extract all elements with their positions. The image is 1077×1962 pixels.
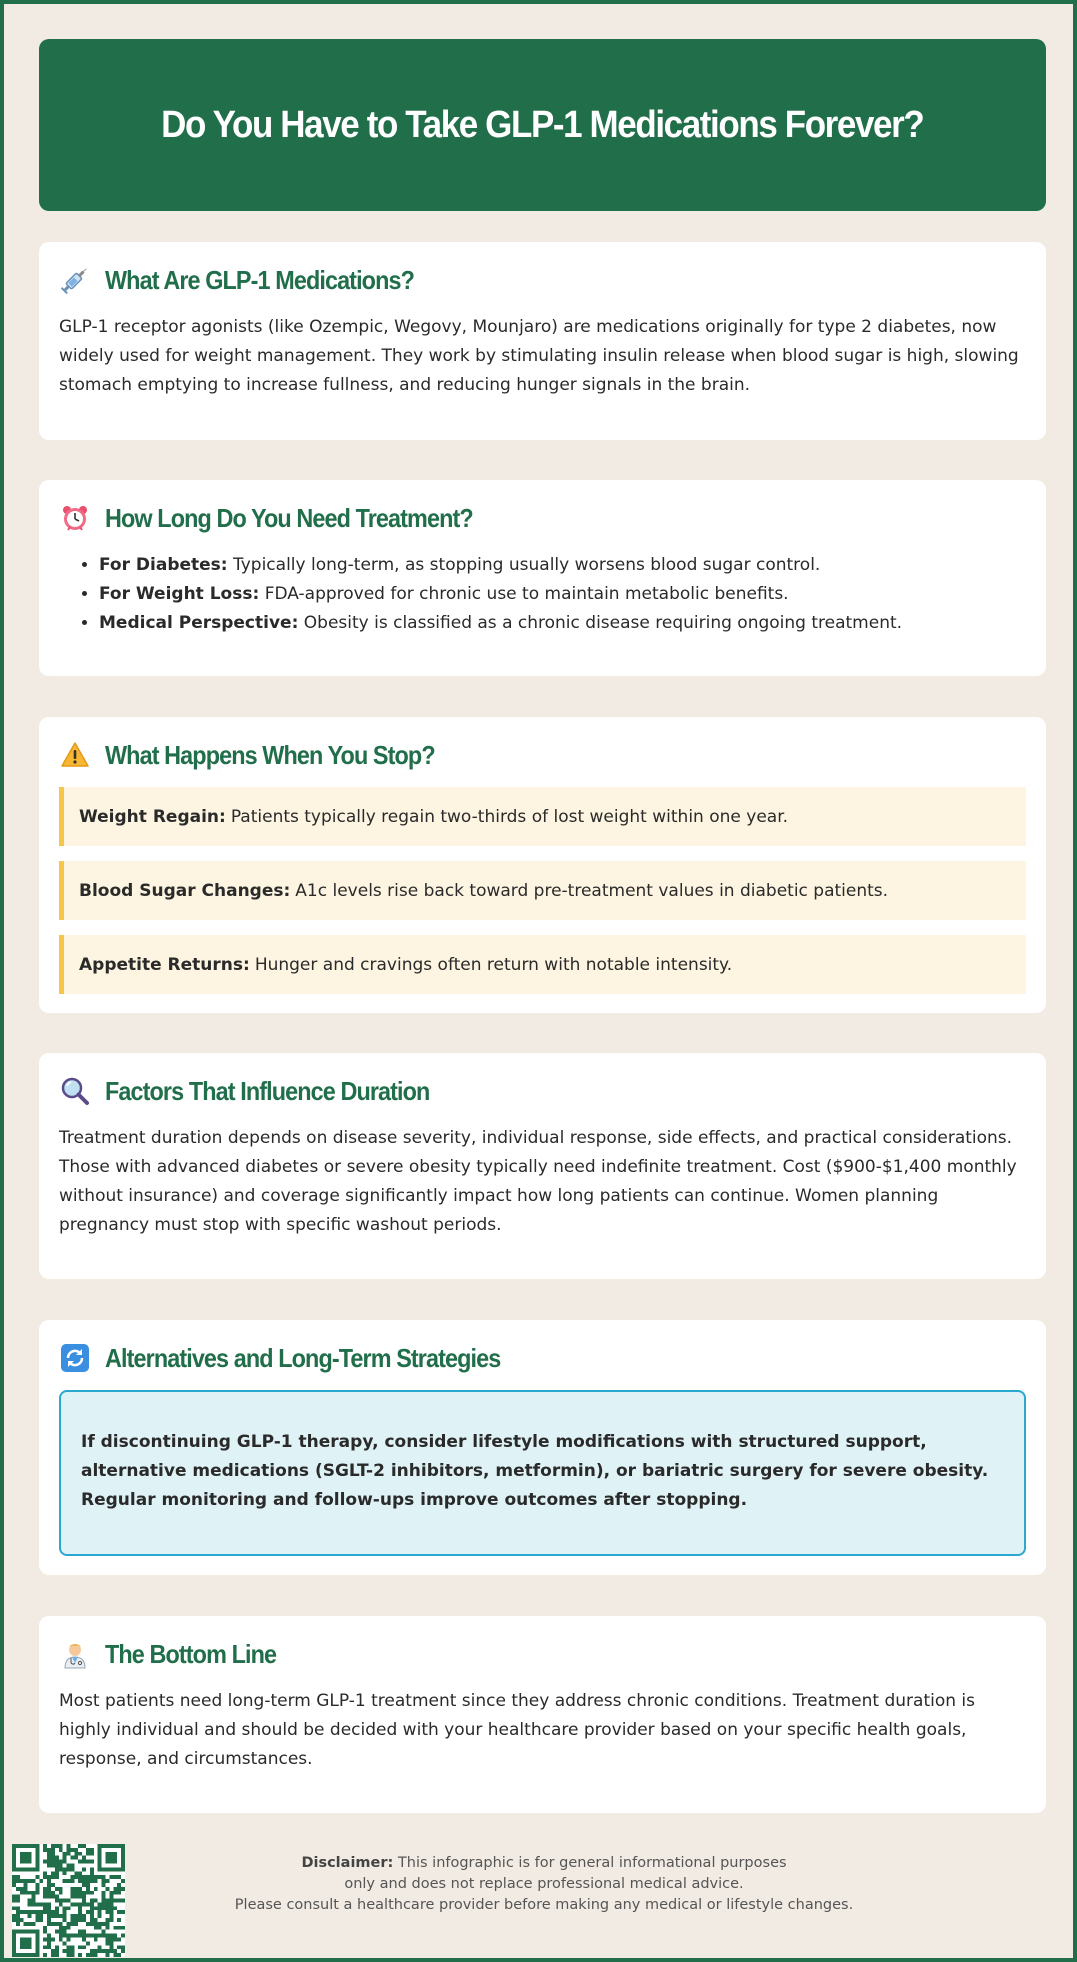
callout-text: A1c levels rise back toward pre-treatment values in diabetic patients. bbox=[295, 880, 889, 901]
callout-text: Hunger and cravings often return with notable intensity. bbox=[254, 954, 733, 975]
item-label: Medical Perspective: bbox=[99, 613, 299, 633]
warning-callout bbox=[59, 861, 1026, 920]
disclaimer-text: Please consult a healthcare provider before making any medical or lifestyle changes. bbox=[234, 1897, 854, 1913]
refresh-icon bbox=[59, 1342, 91, 1374]
callout-label: Blood Sugar Changes: bbox=[79, 880, 291, 901]
card-header bbox=[59, 1638, 295, 1670]
card-alternatives bbox=[39, 1320, 1046, 1575]
treatment-duration-list bbox=[59, 551, 1066, 638]
card-factors bbox=[39, 1053, 1046, 1279]
syringe-icon bbox=[59, 264, 91, 296]
card-bottom-line bbox=[39, 1616, 1046, 1813]
disclaimer-text: This infographic is for general informational purposes bbox=[397, 1855, 787, 1871]
section-heading: Factors That Influence Duration bbox=[105, 1075, 430, 1106]
alternatives-callout bbox=[59, 1390, 1026, 1556]
header-banner bbox=[39, 39, 1046, 211]
callout-text: Patients typically regain two-thirds of lost weight within one year. bbox=[230, 806, 789, 827]
doctor-icon bbox=[59, 1638, 91, 1670]
page-title: Do You Have to Take GLP-1 Medications Forever? bbox=[161, 103, 924, 146]
card-header bbox=[59, 1342, 544, 1374]
disclaimer-line bbox=[154, 1853, 934, 1874]
item-text: Typically long-term, as stopping usually worsens blood sugar control. bbox=[233, 555, 821, 575]
card-header bbox=[59, 739, 471, 771]
warning-icon bbox=[59, 739, 91, 771]
section-text: Most patients need long-term GLP-1 treatment since they address chronic conditions. Treatment duration is highly individual and should be decided with your healthcare provider based on your specific health goals, response, and circumstances. bbox=[59, 1691, 975, 1769]
callout-label: Appetite Returns: bbox=[79, 954, 250, 975]
item-text: FDA-approved for chronic use to maintain metabolic benefits. bbox=[264, 584, 789, 604]
list-item bbox=[99, 580, 1066, 609]
list-item bbox=[99, 609, 1066, 638]
section-heading: How Long Do You Need Treatment? bbox=[105, 502, 473, 533]
section-text: Treatment duration depends on disease severity, individual response, side effects, and practical considerations. Those with advanced diabetes or severe obesity typically need indefinite treatment. Cost ($900-$1,400 monthly without insurance) and coverage significantly impact how long patients can continue. Women planning pregnancy must stop with specific washout periods. bbox=[59, 1128, 1017, 1235]
section-heading: What Are GLP-1 Medications? bbox=[105, 264, 414, 295]
callout-text: If discontinuing GLP-1 therapy, consider lifestyle modifications with structured support, alternative medications (SGLT-2 inhibitors, metformin), or bariatric surgery for severe obesity. Regular monitoring and follow-ups improve outcomes after stopping. bbox=[81, 1432, 989, 1510]
item-text: Obesity is classified as a chronic disease requiring ongoing treatment. bbox=[303, 613, 903, 633]
disclaimer-label: Disclaimer: bbox=[301, 1855, 394, 1871]
section-text: GLP-1 receptor agonists (like Ozempic, Wegovy, Mounjaro) are medications originally for type 2 diabetes, now widely used for weight management. They work by stimulating insulin release when blood sugar is high, slowing stomach emptying to increase fullness, and reducing hunger signals in the brain. bbox=[59, 317, 1019, 395]
alarm-clock-icon bbox=[59, 502, 91, 534]
magnifier-icon bbox=[59, 1075, 91, 1107]
item-label: For Weight Loss: bbox=[99, 584, 260, 604]
disclaimer bbox=[154, 1853, 934, 1916]
card-how-long bbox=[39, 480, 1046, 676]
item-label: For Diabetes: bbox=[99, 555, 228, 575]
card-header bbox=[59, 264, 448, 296]
card-header bbox=[59, 1075, 466, 1107]
warning-callout bbox=[59, 935, 1026, 994]
footer bbox=[4, 1844, 1077, 1954]
section-heading: Alternatives and Long-Term Strategies bbox=[105, 1342, 501, 1373]
warning-callout bbox=[59, 787, 1026, 846]
card-when-you-stop bbox=[39, 717, 1046, 1013]
section-heading: What Happens When You Stop? bbox=[105, 739, 435, 770]
card-what-are-glp1 bbox=[39, 242, 1046, 440]
list-item bbox=[99, 551, 1066, 580]
section-heading: The Bottom Line bbox=[105, 1638, 277, 1669]
qr-code[interactable] bbox=[12, 1844, 125, 1957]
callout-label: Weight Regain: bbox=[79, 806, 226, 827]
card-header bbox=[59, 502, 514, 534]
disclaimer-text: only and does not replace professional medical advice. bbox=[344, 1876, 744, 1892]
